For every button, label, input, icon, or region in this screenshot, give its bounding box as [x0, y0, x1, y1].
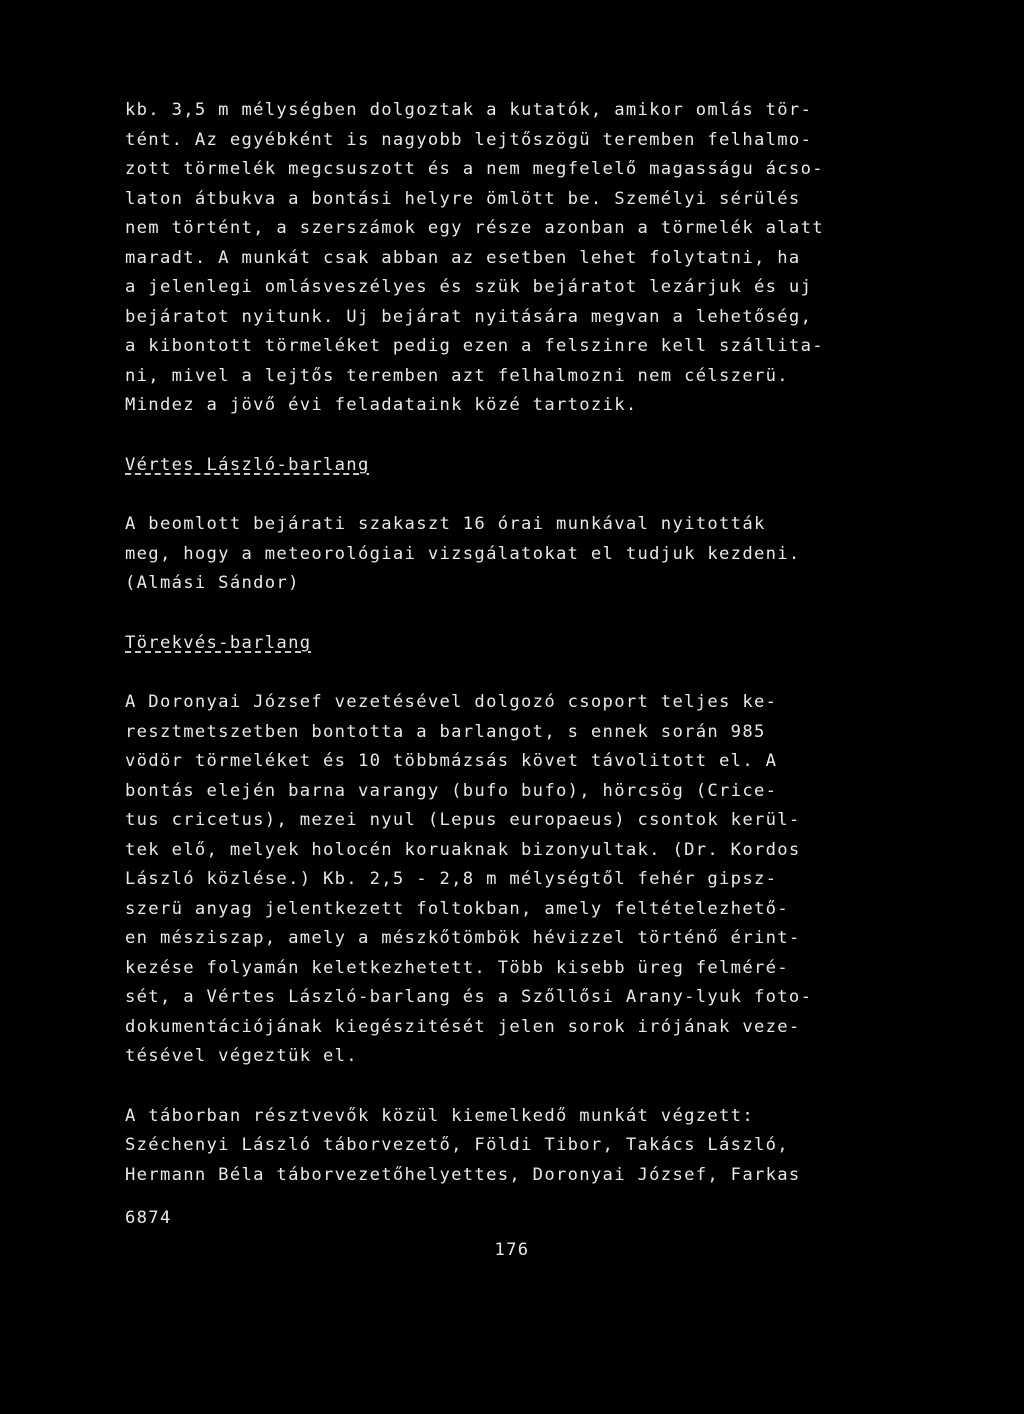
text-line: kb. 3,5 m mélységben dolgoztak a kutatók, amikor omlás tör-: [125, 100, 813, 120]
paragraph-torekves: [125, 688, 875, 1072]
text-line: laton átbukva a bontási helyre ömlött be. Személyi sérülés: [125, 188, 801, 209]
paragraph-participants: [125, 1102, 875, 1191]
text-line: en mésziszap, amely a mészkőtömbök hévizzel történő érint-: [125, 928, 801, 948]
text-line: resztmetszetben bontotta a barlangot, s ennek során 985: [125, 721, 766, 742]
text-line: Mindez a jövő évi feladataink közé tartozik.: [125, 395, 638, 415]
section-heading-torekves: Törekvés-barlang: [125, 632, 312, 653]
text-line: A táborban résztvevők közül kiemelkedő munkát végzett:: [125, 1105, 754, 1126]
section-heading-vertes: Vértes László-barlang: [125, 454, 370, 475]
text-line: Széchenyi László táborvezető, Földi Tibor, Takács László,: [125, 1135, 789, 1155]
text-line: (Almási Sándor): [125, 573, 300, 593]
text-line: bontás elején barna varangy (bufo bufo), hörcsög (Crice-: [125, 780, 778, 801]
text-line: ni, mivel a lejtős teremben azt felhalmozni nem célszerü.: [125, 365, 789, 386]
text-line: dokumentációjának kiegészitését jelen sorok irójának veze-: [125, 1016, 801, 1037]
paragraph-vertes: [125, 510, 875, 599]
text-line: László közlése.) Kb. 2,5 - 2,8 m mélységtől fehér gipsz-: [125, 869, 778, 889]
text-line: szerü anyag jelentkezett foltokban, amely feltételezhető-: [125, 898, 789, 919]
text-line: bejáratot nyitunk. Uj bejárat nyitására megvan a lehetőség,: [125, 306, 813, 327]
text-line: tus cricetus), mezei nyul (Lepus europaeus) csontok kerül-: [125, 810, 801, 830]
archive-number: 6874: [125, 1208, 172, 1228]
text-line: zott törmelék megcsuszott és a nem megfelelő magasságu ácso-: [125, 159, 824, 179]
text-line: tént. Az egyébként is nagyobb lejtőszögü teremben felhalmo-: [125, 129, 813, 150]
text-line: tek elő, melyek holocén koruaknak bizonyultak. (Dr. Kordos: [125, 839, 801, 860]
text-line: A Doronyai József vezetésével dolgozó csoport teljes ke-: [125, 692, 778, 712]
document-page: [125, 96, 875, 1251]
text-line: kezése folyamán keletkezhetett. Több kisebb üreg felméré-: [125, 957, 789, 978]
text-line: meg, hogy a meteorológiai vizsgálatokat el tudjuk kezdeni.: [125, 543, 801, 564]
text-line: sét, a Vértes László-barlang és a Szőllősi Arany-lyuk foto-: [125, 987, 813, 1007]
text-line: A beomlott bejárati szakaszt 16 órai munkával nyitották: [125, 514, 766, 534]
paragraph-intro: [125, 96, 875, 421]
text-line: a kibontott törmeléket pedig ezen a felszinre kell szállita-: [125, 336, 824, 356]
text-line: maradt. A munkát csak abban az esetben lehet folytatni, ha: [125, 247, 801, 268]
page-number: 176: [494, 1240, 530, 1260]
text-line: a jelenlegi omlásveszélyes és szük bejáratot lezárjuk és uj: [125, 277, 813, 297]
text-line: nem történt, a szerszámok egy része azonban a törmelék alatt: [125, 218, 824, 238]
text-line: Hermann Béla táborvezetőhelyettes, Doronyai József, Farkas: [125, 1164, 801, 1185]
text-line: vödör törmeléket és 10 többmázsás követ távolitott el. A: [125, 751, 778, 771]
text-line: tésével végeztük el.: [125, 1046, 358, 1066]
